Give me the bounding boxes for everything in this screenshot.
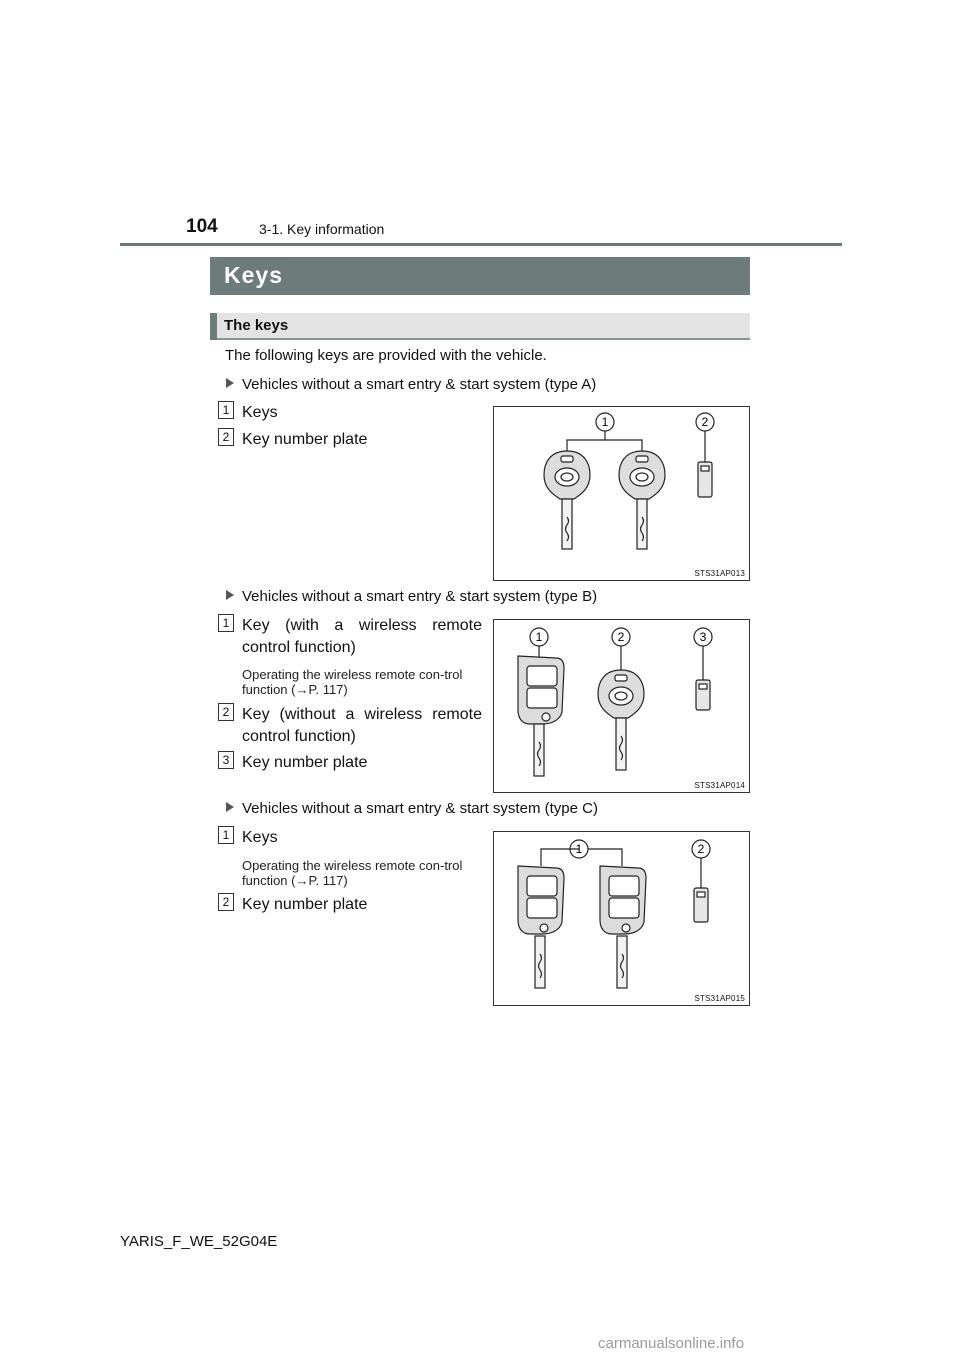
callout-number: 1	[218, 614, 234, 632]
header-divider	[120, 243, 842, 246]
group-c-heading	[226, 800, 598, 817]
figure-code: STS31AP014	[694, 781, 745, 790]
figure-code: STS31AP015	[694, 994, 745, 1003]
subtitle-marker	[210, 313, 217, 340]
item-label: Key (without a wireless remote control function)	[242, 706, 482, 745]
bullet-arrow-icon	[226, 590, 234, 600]
item-label: Key number plate	[242, 896, 368, 913]
callout-number: 1	[218, 826, 234, 844]
item-label: Keys	[242, 404, 278, 421]
group-c-heading-text: Vehicles without a smart entry & start system (type C)	[242, 800, 598, 817]
figure-code: STS31AP013	[694, 569, 745, 578]
item-label: Keys	[242, 829, 278, 846]
intro-text: The following keys are provided with the vehicle.	[225, 347, 547, 364]
item-label: Key number plate	[242, 431, 368, 448]
callout-label: 2	[697, 842, 705, 856]
figure-type-a	[493, 406, 750, 581]
watermark: carmanualsonline.info	[598, 1335, 744, 1352]
figure-type-b	[493, 619, 750, 793]
bullet-arrow-icon	[226, 378, 234, 388]
subtitle-bar	[210, 313, 750, 340]
group-b-heading	[226, 588, 597, 605]
item-note: Operating the wireless remote con-trol function (→P. 117)	[242, 667, 463, 697]
section-title: 3-1. Key information	[259, 221, 385, 237]
group-a-heading-text: Vehicles without a smart entry & start system (type A)	[242, 376, 597, 393]
group-a-heading	[226, 376, 596, 393]
callout-label: 3	[699, 630, 707, 644]
page-title: Keys	[224, 262, 283, 288]
item-label: Key (with a wireless remote control function)	[242, 617, 482, 656]
callout-number: 3	[218, 751, 234, 769]
callout-number: 2	[218, 703, 234, 721]
callout-number: 2	[218, 893, 234, 911]
keys-illustration-b	[494, 620, 751, 794]
group-b-heading-text: Vehicles without a smart entry & start system (type B)	[242, 588, 598, 605]
callout-number: 1	[218, 401, 234, 419]
figure-type-c	[493, 831, 750, 1006]
subtitle: The keys	[224, 317, 289, 334]
callout-label: 2	[701, 415, 709, 429]
callout-number: 2	[218, 428, 234, 446]
item-label: Key number plate	[242, 754, 368, 771]
page-number: 104	[186, 216, 218, 237]
callout-label: 1	[601, 415, 609, 429]
item-note: Operating the wireless remote con-trol function (→P. 117)	[242, 858, 463, 888]
callout-label: 2	[617, 630, 625, 644]
callout-label: 1	[575, 842, 583, 856]
callout-label: 1	[535, 630, 543, 644]
keys-illustration-c	[494, 832, 751, 1007]
document-code: YARIS_F_WE_52G04E	[120, 1233, 278, 1250]
keys-illustration-a	[494, 407, 751, 582]
title-bar	[210, 257, 750, 295]
bullet-arrow-icon	[226, 802, 234, 812]
